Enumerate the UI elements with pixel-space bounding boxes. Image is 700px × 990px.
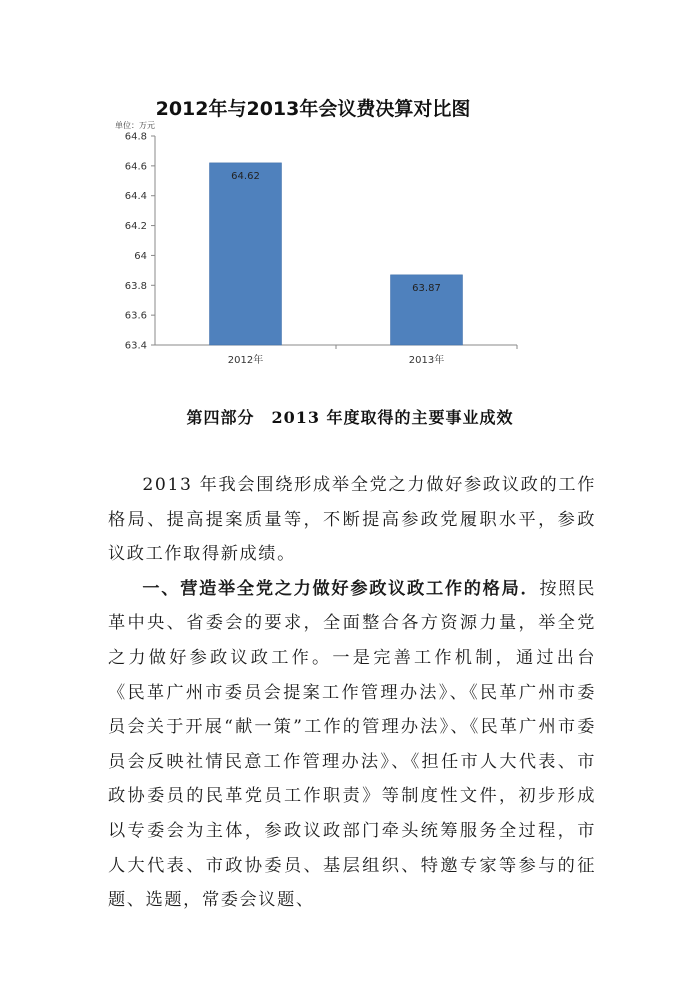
paragraph-2: [108, 572, 596, 918]
bar-data-label: 64.62: [231, 170, 260, 182]
y-tick-label: 64: [134, 250, 147, 262]
x-category-label: 2012年: [227, 355, 264, 366]
bar-data-label: 63.87: [412, 282, 441, 294]
paragraph-2-text: 按照民革中央、省委会的要求，全面整合各方资源力量，举全党之力做好参政议政工作。一是完善工作机制，通过出台《民革广州市委员会提案工作管理办法》、《民革广州市委员会关于开展“献一策”工作的管理办法》、《民革广州市委员会反映社情民意工作管理办法》、《担任市人大代表、市政协委员的民革党员工作职责》等制度性文件，初步形成以专委会为主体，参政议政部门牵头统筹服务全过程，市人大代表、市政协委员、基层组织、特邀专家等参与的征题、选题，常委会议题、: [108, 578, 596, 911]
bar: [210, 163, 282, 345]
paragraph-2-lead: 一、营造举全党之力做好参政议政工作的格局．: [142, 578, 540, 599]
y-tick-label: 63.4: [124, 340, 147, 352]
y-tick-label: 63.8: [124, 280, 147, 292]
y-tick-label: 64.6: [124, 161, 147, 173]
x-category-label: 2013年: [408, 355, 445, 366]
chart-title: 2012年与2013年会议费决算对比图: [155, 98, 471, 120]
y-tick-label: 64.8: [124, 131, 147, 143]
paragraph-1: 2013 年我会围绕形成举全党之力做好参政议政的工作格局、提高提案质量等，不断提高参政党履职水平，参政议政工作取得新成绩。: [108, 475, 596, 565]
y-tick-label: 64.2: [124, 221, 147, 233]
bar-chart: [95, 88, 535, 378]
chart-unit-label: 单位：万元: [115, 121, 155, 130]
y-tick-label: 64.4: [124, 191, 147, 203]
y-tick-label: 63.6: [124, 310, 147, 322]
chart-canvas: [95, 88, 535, 378]
body-text: [108, 468, 596, 918]
section-heading: 第四部分 2013 年度取得的主要事业成效: [186, 408, 514, 427]
